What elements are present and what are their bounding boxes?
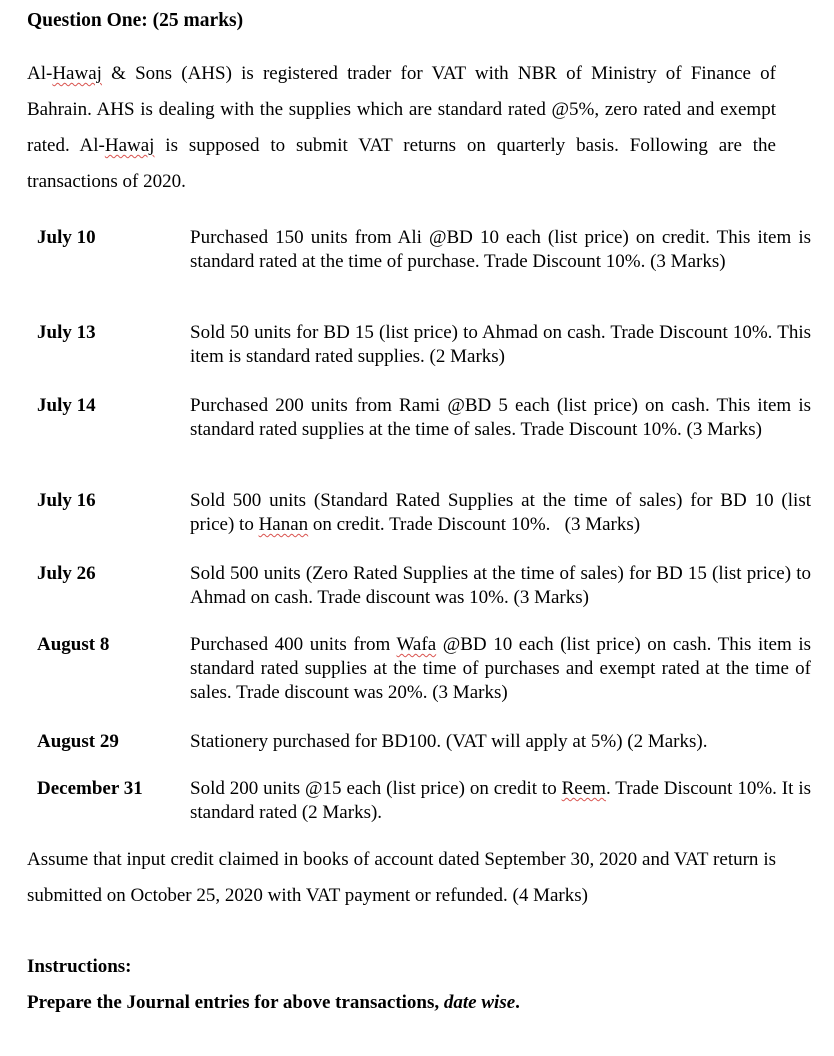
intro-name-hawaj-2: Hawaj [104,135,155,156]
transaction-description: Purchased 200 units from Rami @BD 5 each (list price) on cash. This item is standard rated supplies at the time of sales. Trade Discount 10%. (3 Marks) [190,395,811,440]
customer-name-reem: Reem [561,778,606,799]
transaction-description [190,777,811,825]
question-heading: Question One: (25 marks) [27,10,244,31]
transaction-date: July 16 [37,490,96,511]
instructions-label: Instructions: [27,956,132,977]
instructions-main: Prepare the Journal entries for above transactions, [27,992,444,1013]
instructions-text [27,992,520,1014]
intro-part-2: & Sons (AHS) is registered trader for VAT with NBR of Ministry of Finance of Bahrain. AHS is dealing with the supplies which are standard rated @5%, zero rated and exempt rated. Al- [27,63,776,156]
transaction-description: Sold 500 units (Zero Rated Supplies at the time of sales) for BD 15 (list price) to Ahmad on cash. Trade discount was 10%. (3 Marks) [190,563,811,608]
transaction-description: Stationery purchased for BD100. (VAT will apply at 5%) (2 Marks). [190,731,708,752]
intro-paragraph [27,56,776,200]
instructions-end: . [515,992,520,1013]
transaction-date: July 10 [37,227,96,248]
instructions-emphasis: date wise [443,992,516,1013]
transaction-date: August 8 [37,634,110,655]
customer-name-hanan: Hanan [258,514,309,535]
description-text-after: . Trade Discount 10%. It is standard rated (2 Marks). [190,778,812,823]
transaction-date: August 29 [37,731,119,752]
description-text-after: @BD 10 each (list price) on cash. This item is standard rated supplies at the time of purchases and exempt rated at the time of sales. Trade discount was 20%. (3 Marks) [190,634,811,703]
transaction-description [190,489,811,537]
transaction-description [190,633,811,705]
supplier-name-wafa: Wafa [396,634,437,655]
transaction-date: July 14 [37,395,96,416]
description-text-before: Purchased 400 units from [190,634,397,655]
intro-part-1: Al- [27,63,53,84]
transaction-date: December 31 [37,778,143,799]
intro-name-hawaj-1: Hawaj [52,63,102,84]
description-text-before: Sold 200 units @15 each (list price) on credit to [190,778,562,799]
description-text-before: Sold 500 units (Standard Rated Supplies at the time of sales) for BD 10 (list price) to [190,490,811,535]
transaction-date: July 13 [37,322,96,343]
assumption-paragraph: Assume that input credit claimed in books of account dated September 30, 2020 and VAT return is submitted on October 25, 2020 with VAT payment or refunded. (4 Marks) [27,849,776,906]
description-text-after: on credit. Trade Discount 10%. (3 Marks) [308,514,641,535]
transaction-description: Sold 50 units for BD 15 (list price) to Ahmad on cash. Trade Discount 10%. This item is standard rated supplies. (2 Marks) [190,322,811,367]
transaction-date: July 26 [37,563,96,584]
transaction-description: Purchased 150 units from Ali @BD 10 each (list price) on credit. This item is standard rated at the time of purchase. Trade Discount 10%. (3 Marks) [190,227,811,272]
intro-part-3: is supposed to submit VAT returns on quarterly basis. Following are the transactions of 2020. [27,135,776,192]
